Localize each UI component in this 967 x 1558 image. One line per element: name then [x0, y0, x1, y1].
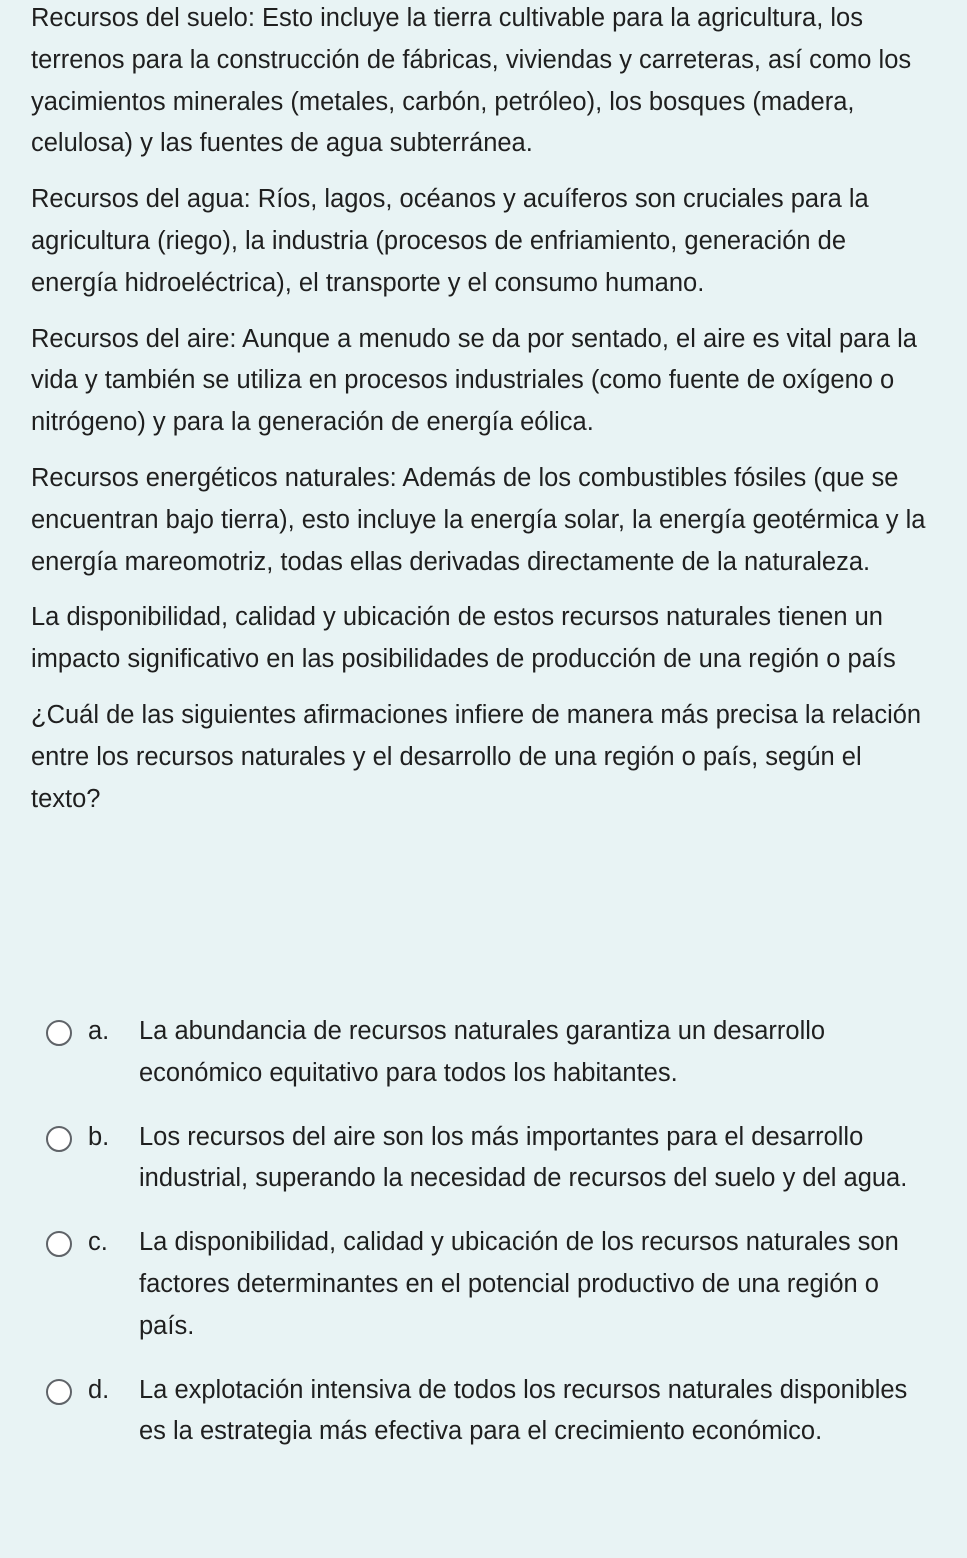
- passage-paragraph-air: Recursos del aire: Aunque a menudo se da por sentado, el aire es vital para la vida y también se utiliza en procesos industriales (como fuente de oxígeno o nitrógeno) y para la generación de energía eólica.: [31, 324, 917, 437]
- radio-button-a[interactable]: [46, 1020, 72, 1046]
- option-text-a: La abundancia de recursos naturales garantiza un desarrollo económico equitativo para todos los habitantes.: [139, 1017, 826, 1087]
- option-text-c: La disponibilidad, calidad y ubicación de los recursos naturales son factores determinantes en el potencial productivo de una región o país.: [139, 1228, 899, 1340]
- option-letter-b: b.: [88, 1122, 110, 1151]
- answer-option-a[interactable]: [0, 1011, 967, 1095]
- option-letter-d: d.: [88, 1375, 110, 1404]
- answer-option-d[interactable]: [0, 1370, 967, 1454]
- radio-button-b[interactable]: [46, 1126, 72, 1152]
- radio-button-d[interactable]: [46, 1379, 72, 1405]
- passage-paragraph-conclusion: La disponibilidad, calidad y ubicación de estos recursos naturales tienen un impacto significativo en las posibilidades de producción de una región o país: [31, 603, 896, 674]
- reading-passage: [31, 0, 937, 820]
- answer-option-b[interactable]: [0, 1117, 967, 1201]
- passage-paragraph-energy: Recursos energéticos naturales: Además de los combustibles fósiles (que se encuentran bajo tierra), esto incluye la energía solar, la energía geotérmica y la energía mareomotriz, todas ellas derivadas directamente de la naturaleza.: [31, 463, 926, 576]
- answer-options: [0, 1011, 967, 1475]
- passage-paragraph-water: Recursos del agua: Ríos, lagos, océanos y acuíferos son cruciales para la agricultura (riego), la industria (procesos de enfriamiento, generación de energía hidroeléctrica), el transporte y el consumo humano.: [31, 185, 869, 297]
- option-letter-a: a.: [88, 1017, 110, 1045]
- question-text: ¿Cuál de las siguientes afirmaciones infiere de manera más precisa la relación entre los recursos naturales y el desarrollo de una región o país, según el texto?: [31, 700, 922, 813]
- option-text-b: Los recursos del aire son los más importantes para el desarrollo industrial, superando la necesidad de recursos del suelo y del agua.: [139, 1122, 908, 1193]
- option-text-d: La explotación intensiva de todos los recursos naturales disponibles es la estrategia más efectiva para el crecimiento económico.: [139, 1375, 908, 1446]
- passage-paragraph-soil: Recursos del suelo: Esto incluye la tierra cultivable para la agricultura, los terrenos para la construcción de fábricas, viviendas y carreteras, así como los yacimientos minerales (metales, carbón, petróleo), los bosques (madera, celulosa) y las fuentes de agua subterránea.: [31, 4, 912, 158]
- answer-option-c[interactable]: [0, 1222, 967, 1347]
- radio-button-c[interactable]: [46, 1231, 72, 1257]
- option-letter-c: c.: [88, 1228, 108, 1257]
